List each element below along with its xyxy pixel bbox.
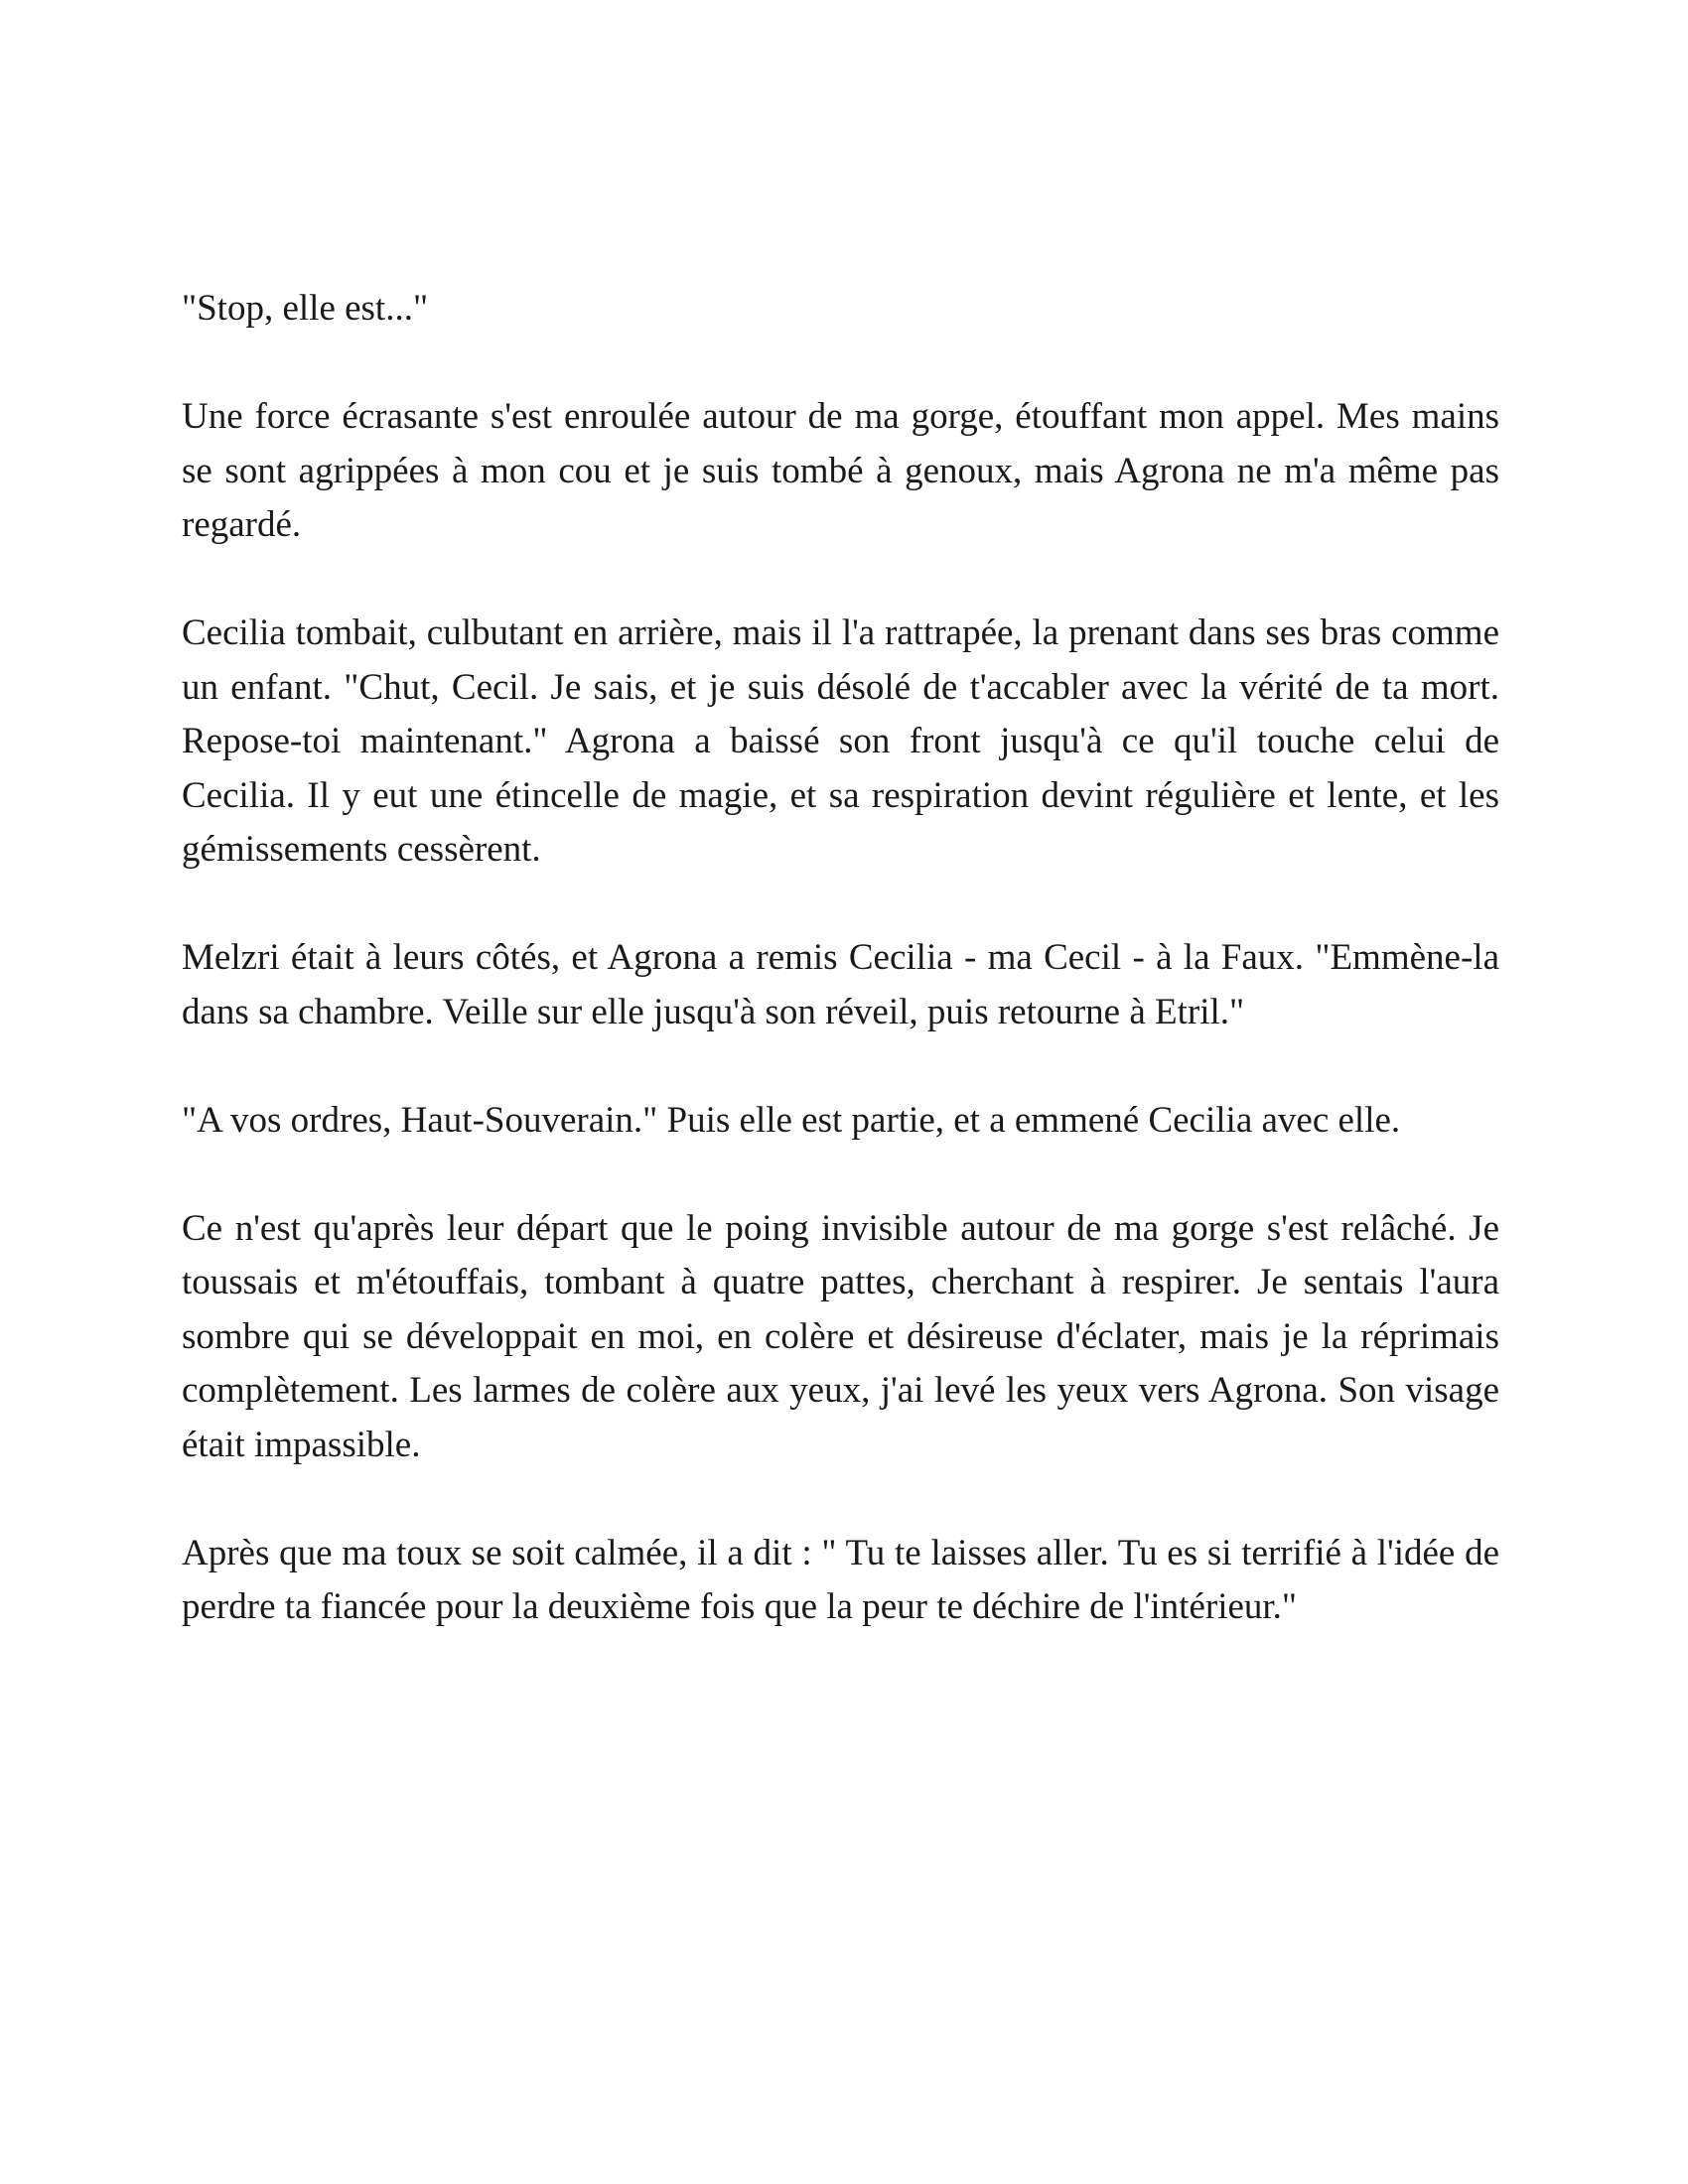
paragraph-3: Cecilia tombait, culbutant en arrière, mais il l'a rattrapée, la prenant dans ses bras comme un enfant. "Chut, Cecil. Je sais, et je suis désolé de t'accabler avec la vérité de ta mort. Repose-toi maintenant." Agrona a baissé son front jusqu'à ce qu'il touche celui de Cecilia. Il y eut une étincelle de magie, et sa respiration devint régulière et lente, et les gémissements cessèrent. <box>182 613 1499 870</box>
paragraph-1: "Stop, elle est..." <box>182 288 429 329</box>
paragraph-6: Ce n'est qu'après leur départ que le poing invisible autour de ma gorge s'est relâché. Je toussais et m'étouffais, tombant à quatre pattes, cherchant à respirer. Je sentais l'aura sombre qui se développait en moi, en colère et désireuse d'éclater, mais je la réprimais complètement. Les larmes de colère aux yeux, j'ai levé les yeux vers Agrona. Son visage était impassible. <box>182 1207 1499 1465</box>
paragraph-5: "A vos ordres, Haut-Souverain." Puis elle est partie, et a emmené Cecilia avec elle. <box>182 1099 1401 1141</box>
paragraph-4: Melzri était à leurs côtés, et Agrona a remis Cecilia - ma Cecil - à la Faux. "Emmène-la dans sa chambre. Veille sur elle jusqu'à son réveil, puis retourne à Etril." <box>182 937 1499 1032</box>
paragraph-7: Après que ma toux se soit calmée, il a dit : " Tu te laisses aller. Tu es si terrifié à l'idée de perdre ta fiancée pour la deuxième fois que la peur te déchire de l'intérieur." <box>182 1532 1499 1627</box>
text-column <box>182 282 1499 1689</box>
paragraph-2: Une force écrasante s'est enroulée autour de ma gorge, étouffant mon appel. Mes mains se sont agrippées à mon cou et je suis tombé à genoux, mais Agrona ne m'a même pas regardé. <box>182 396 1499 545</box>
